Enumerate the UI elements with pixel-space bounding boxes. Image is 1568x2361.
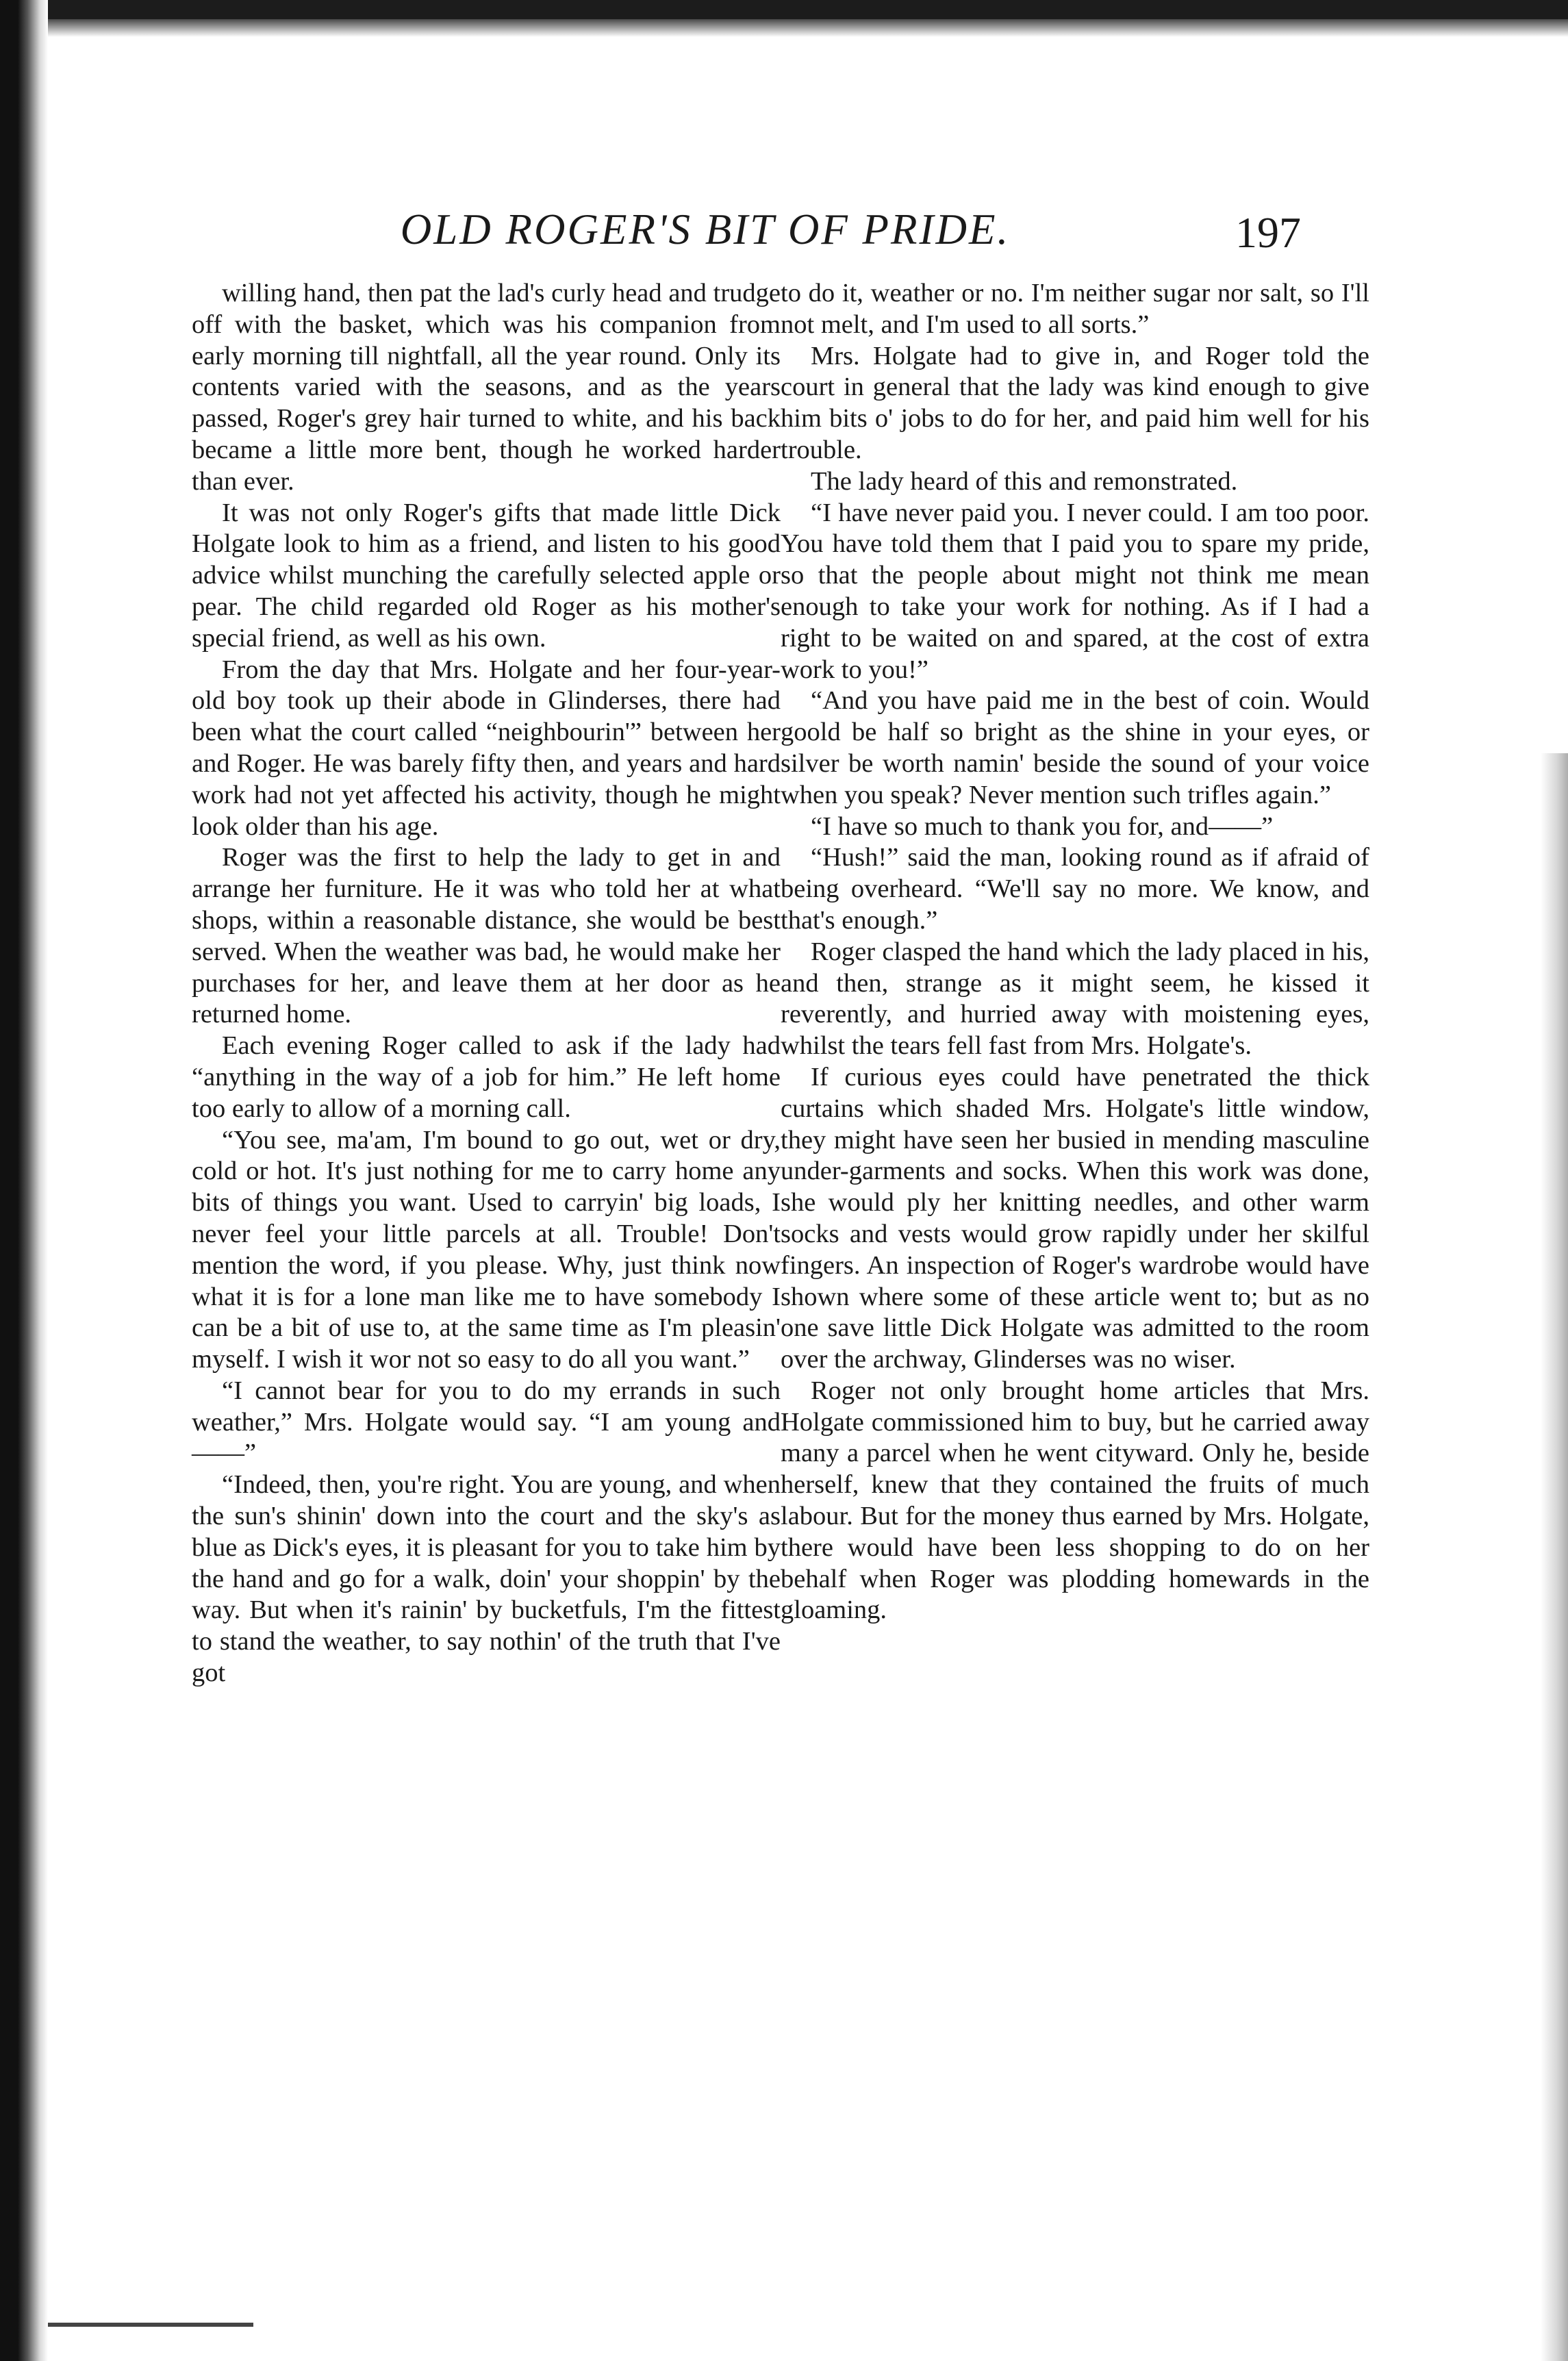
page-number: 197 — [1235, 208, 1301, 257]
running-title: OLD ROGER'S BIT OF PRIDE. — [400, 205, 1011, 253]
scan-border-top-shadow — [0, 19, 1568, 37]
paragraph: It was not only Roger's gifts that made little Dick Holgate look to him as a friend, and listen to his good advice whilst munching the carefully selected apple or pear. The child regarded old Roger as his mother's special friend, as well as his own. — [192, 498, 781, 653]
paragraph: “You see, ma'am, I'm bound to go out, wet or dry, cold or hot. It's just nothing for me to carry home any bits of things you want. Used to carryin' big loads, I never feel your little parcels at all. Trouble! Don't mention the word, if you please. Why, just think now what it is for a lone man like me to have somebody I can be a bit of use to, at the same time as I'm pleasin' myself. I wish it wor not so easy to do all you want.” — [192, 1125, 781, 1374]
paragraph: “I have so much to thank you for, and——” — [811, 811, 1274, 841]
paragraph: “I cannot bear for you to do my errands in such weather,” Mrs. Holgate would say. “I am young and——” — [192, 1376, 781, 1468]
paragraph: Each evening Roger called to ask if the lady had “anything in the way of a job for him.” He left home too early to allow of a morning call. — [192, 1031, 781, 1123]
paragraph: “I have never paid you. I never could. I am too poor. You have told them that I paid you to spare my pride, so that the people about might not think me mean enough to take your work for nothing. As if I had a right to be waited on and spared, at the cost of extra work to you!” — [781, 498, 1369, 684]
paragraph: “And you have paid me in the best of coin. Would goold be half so bright as the shine in your eyes, or silver be worth namin' beside the sound of your voice when you speak? Never mention such trifles again.” — [781, 686, 1369, 809]
paragraph: “Indeed, then, you're right. You are young, and when the sun's shinin' down into the court and the sky's as blue as Dick's eyes, it is pleasant for you to take him by the hand and go for a walk, doin' your shoppin' by the way. But when it's rainin' by bucketfuls, I'm the fittest to stand the weather, to say nothin' of the truth that I've got — [192, 1470, 781, 1688]
scan-mark-bottom — [48, 2323, 253, 2327]
paragraph: Roger clasped the hand which the lady placed in his, and then, strange as it might seem, he kissed it reverently, and hurried away with moistening eyes, whilst the tears fell fast from Mrs. Holgate's. — [781, 937, 1369, 1061]
scan-border-top — [0, 0, 1568, 19]
paragraph: Roger not only brought home articles that Mrs. Holgate commissioned him to buy, but he carried away many a parcel when he went cityward. Only he, beside herself, knew that they contained the fruits of much labour. But for the money thus earned by Mrs. Holgate, there would have been less shopping to do on her behalf when Roger was plodding homewards in the gloaming. — [781, 1376, 1369, 1625]
page-header — [110, 199, 1301, 260]
right-column — [781, 278, 1369, 1626]
paragraph: From the day that Mrs. Holgate and her four-year-old boy took up their abode in Glinderses, there had been what the court called “neighbourin'” between her and Roger. He was barely fifty then, and years and hard work had not yet affected his activity, though he might look older than his age. — [192, 655, 781, 841]
scan-border-left — [0, 0, 48, 2361]
paragraph: willing hand, then pat the lad's curly head and trudge off with the basket, which was his companion from early morning till nightfall, all the year round. Only its contents varied with the seasons, and as the years passed, Roger's grey hair turned to white, and his back became a little more bent, though he worked harder than ever. — [192, 279, 781, 496]
paragraph: The lady heard of this and remonstrated. — [811, 466, 1238, 496]
scan-border-right — [1541, 753, 1568, 2361]
left-column — [192, 278, 781, 1689]
paragraph: Roger was the first to help the lady to get in and arrange her furniture. He it was who told her at what shops, within a reasonable distance, she would be best served. When the weather was bad, he would make her purchases for her, and leave them at her door as he returned home. — [192, 843, 781, 1029]
paragraph: Mrs. Holgate had to give in, and Roger told the court in general that the lady was kind enough to give him bits o' jobs to do for her, and paid him well for his trouble. — [781, 341, 1369, 464]
paragraph: If curious eyes could have penetrated the thick curtains which shaded Mrs. Holgate's little window, they might have seen her busied in mending masculine under-garments and socks. When this work was done, she would ply her knitting needles, and other warm socks and vests would grow rapidly under her skilful fingers. An inspection of Roger's wardrobe would have shown where some of these article went to; but as no one save little Dick Holgate was admitted to the room over the archway, Glinderses was no wiser. — [781, 1062, 1369, 1374]
paragraph: “Hush!” said the man, looking round as if afraid of being overheard. “We'll say no more. We know, and that's enough.” — [781, 843, 1369, 935]
paragraph: to do it, weather or no. I'm neither sugar nor salt, so I'll not melt, and I'm used to all sorts.” — [781, 279, 1369, 339]
